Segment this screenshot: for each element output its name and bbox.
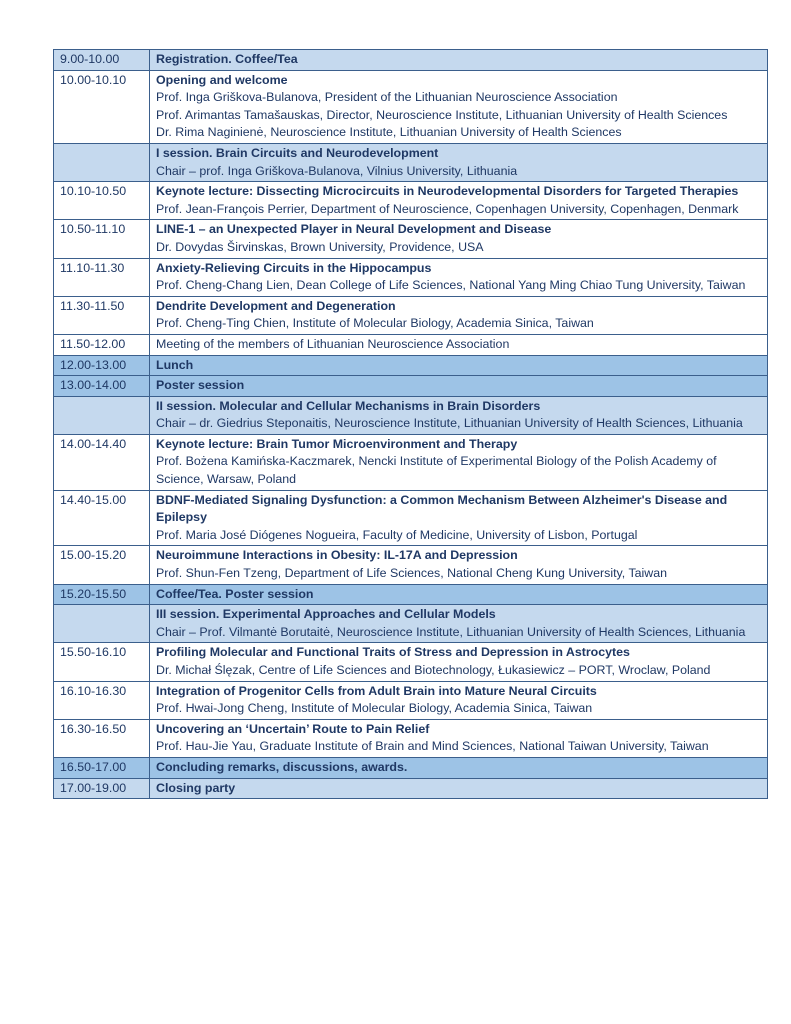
time-cell: 10.10-10.50	[54, 182, 150, 220]
speaker-line: Prof. Jean-François Perrier, Department of Neuroscience, Copenhagen University, Copenhagen, Denmark	[156, 201, 739, 216]
session-title: I session. Brain Circuits and Neurodevelopment	[156, 145, 439, 160]
content-cell	[150, 182, 768, 220]
schedule-row	[54, 546, 768, 584]
schedule-body	[54, 50, 768, 799]
speaker-line: Dr. Michał Ślęzak, Centre of Life Sciences and Biotechnology, Łukasiewicz – PORT, Wroclaw, Poland	[156, 663, 711, 677]
session-title: Anxiety-Relieving Circuits in the Hippocampus	[156, 260, 432, 275]
content-cell	[150, 396, 768, 434]
speaker-line: Dr. Dovydas Širvinskas, Brown University, Providence, USA	[156, 239, 484, 254]
schedule-row	[54, 681, 768, 719]
session-title: BDNF-Mediated Signaling Dysfunction: a Common Mechanism Between Alzheimer's Disease and Epilepsy	[156, 492, 728, 525]
time-cell: 15.20-15.50	[54, 584, 150, 605]
time-cell	[54, 143, 150, 181]
time-cell: 17.00-19.00	[54, 778, 150, 799]
session-title: Integration of Progenitor Cells from Adult Brain into Mature Neural Circuits	[156, 683, 597, 698]
content-cell	[150, 220, 768, 258]
schedule-row	[54, 355, 768, 376]
session-title: Registration. Coffee/Tea	[156, 52, 298, 66]
speaker-line: Chair – prof. Inga Griškova-Bulanova, Vilnius University, Lithuania	[156, 163, 518, 178]
time-cell: 15.50-16.10	[54, 643, 150, 681]
session-title: Closing party	[156, 780, 236, 795]
content-cell	[150, 355, 768, 376]
time-cell	[54, 605, 150, 643]
content-cell	[150, 643, 768, 681]
content-cell	[150, 681, 768, 719]
schedule-row	[54, 490, 768, 546]
session-title: Keynote lecture: Brain Tumor Microenvironment and Therapy	[156, 436, 518, 451]
time-cell: 10.00-10.10	[54, 70, 150, 143]
time-cell: 12.00-13.00	[54, 355, 150, 376]
schedule-row	[54, 778, 768, 799]
time-cell	[54, 396, 150, 434]
speaker-line: Dr. Rima Naginienė, Neuroscience Institute, Lithuanian University of Health Sciences	[156, 125, 622, 140]
content-cell	[150, 296, 768, 334]
schedule-row	[54, 605, 768, 643]
speaker-line: Prof. Hau-Jie Yau, Graduate Institute of Brain and Mind Sciences, National Taiwan University, Taiwan	[156, 739, 709, 754]
schedule-table	[53, 49, 768, 799]
session-title: LINE-1 – an Unexpected Player in Neural Development and Disease	[156, 222, 552, 237]
session-title: Lunch	[156, 357, 194, 372]
schedule-row	[54, 434, 768, 490]
content-cell	[150, 376, 768, 397]
session-title: Profiling Molecular and Functional Traits of Stress and Depression in Astrocytes	[156, 645, 630, 660]
time-cell: 13.00-14.00	[54, 376, 150, 397]
content-cell	[150, 258, 768, 296]
content-cell	[150, 143, 768, 181]
speaker-line: Prof. Hwai-Jong Cheng, Institute of Molecular Biology, Academia Sinica, Taiwan	[156, 701, 593, 716]
content-cell	[150, 605, 768, 643]
schedule-row	[54, 584, 768, 605]
speaker-line: Chair – dr. Giedrius Steponaitis, Neuroscience Institute, Lithuanian University of Health Sciences, Lithuania	[156, 416, 743, 431]
content-cell	[150, 50, 768, 71]
speaker-line: Prof. Bożena Kamińska-Kaczmarek, Nencki Institute of Experimental Biology of the Polish Academy of Science, Warsaw, Poland	[156, 454, 717, 487]
speaker-line: Prof. Cheng-Chang Lien, Dean College of Life Sciences, National Yang Ming Chiao Tung University, Taiwan	[156, 278, 746, 293]
session-title: Dendrite Development and Degeneration	[156, 298, 396, 313]
content-cell	[150, 719, 768, 757]
schedule-row	[54, 396, 768, 434]
session-title: Poster session	[156, 378, 245, 393]
content-cell	[150, 434, 768, 490]
speaker-line: Chair – Prof. Vilmantė Borutaitė, Neuroscience Institute, Lithuanian University of Health Sciences, Lithuania	[156, 624, 746, 639]
content-cell	[150, 70, 768, 143]
schedule-row	[54, 334, 768, 355]
session-title: Opening and welcome	[156, 72, 288, 87]
speaker-line: Prof. Shun-Fen Tzeng, Department of Life Sciences, National Cheng Kung University, Taiwan	[156, 566, 668, 581]
content-cell	[150, 546, 768, 584]
content-cell	[150, 778, 768, 799]
session-title: Uncovering an ‘Uncertain’ Route to Pain Relief	[156, 721, 430, 736]
session-title: Coffee/Tea. Poster session	[156, 586, 314, 601]
speaker-line: Prof. Cheng-Ting Chien, Institute of Molecular Biology, Academia Sinica, Taiwan	[156, 316, 594, 331]
content-cell	[150, 757, 768, 778]
session-title: Keynote lecture: Dissecting Microcircuits in Neurodevelopmental Disorders for Targeted Therapies	[156, 184, 739, 199]
time-cell: 14.00-14.40	[54, 434, 150, 490]
schedule-row	[54, 296, 768, 334]
time-cell: 11.50-12.00	[54, 334, 150, 355]
speaker-line: Prof. Inga Griškova-Bulanova, President of the Lithuanian Neuroscience Association	[156, 90, 618, 105]
schedule-row	[54, 220, 768, 258]
schedule-row	[54, 143, 768, 181]
time-cell: 10.50-11.10	[54, 220, 150, 258]
time-cell: 16.10-16.30	[54, 681, 150, 719]
schedule-row	[54, 757, 768, 778]
schedule-row	[54, 182, 768, 220]
speaker-line: Prof. Maria José Diógenes Nogueira, Faculty of Medicine, University of Lisbon, Portugal	[156, 527, 638, 542]
content-cell	[150, 334, 768, 355]
time-cell: 11.30-11.50	[54, 296, 150, 334]
schedule-row	[54, 643, 768, 681]
schedule-row	[54, 70, 768, 143]
session-title: Neuroimmune Interactions in Obesity: IL-17A and Depression	[156, 548, 518, 563]
schedule-row	[54, 719, 768, 757]
time-cell: 14.40-15.00	[54, 490, 150, 546]
time-cell: 11.10-11.30	[54, 258, 150, 296]
time-cell: 16.30-16.50	[54, 719, 150, 757]
time-cell: 15.00-15.20	[54, 546, 150, 584]
session-title: Concluding remarks, discussions, awards.	[156, 759, 408, 774]
content-cell	[150, 490, 768, 546]
schedule-row	[54, 258, 768, 296]
speaker-line: Prof. Arimantas Tamašauskas, Director, Neuroscience Institute, Lithuanian University of Health Sciences	[156, 107, 728, 122]
time-cell: 9.00-10.00	[54, 50, 150, 71]
content-cell	[150, 584, 768, 605]
schedule-row	[54, 376, 768, 397]
schedule-row	[54, 50, 768, 71]
session-title: II session. Molecular and Cellular Mechanisms in Brain Disorders	[156, 398, 541, 413]
speaker-line: Meeting of the members of Lithuanian Neuroscience Association	[156, 336, 510, 351]
session-title: III session. Experimental Approaches and Cellular Models	[156, 607, 496, 622]
time-cell: 16.50-17.00	[54, 757, 150, 778]
